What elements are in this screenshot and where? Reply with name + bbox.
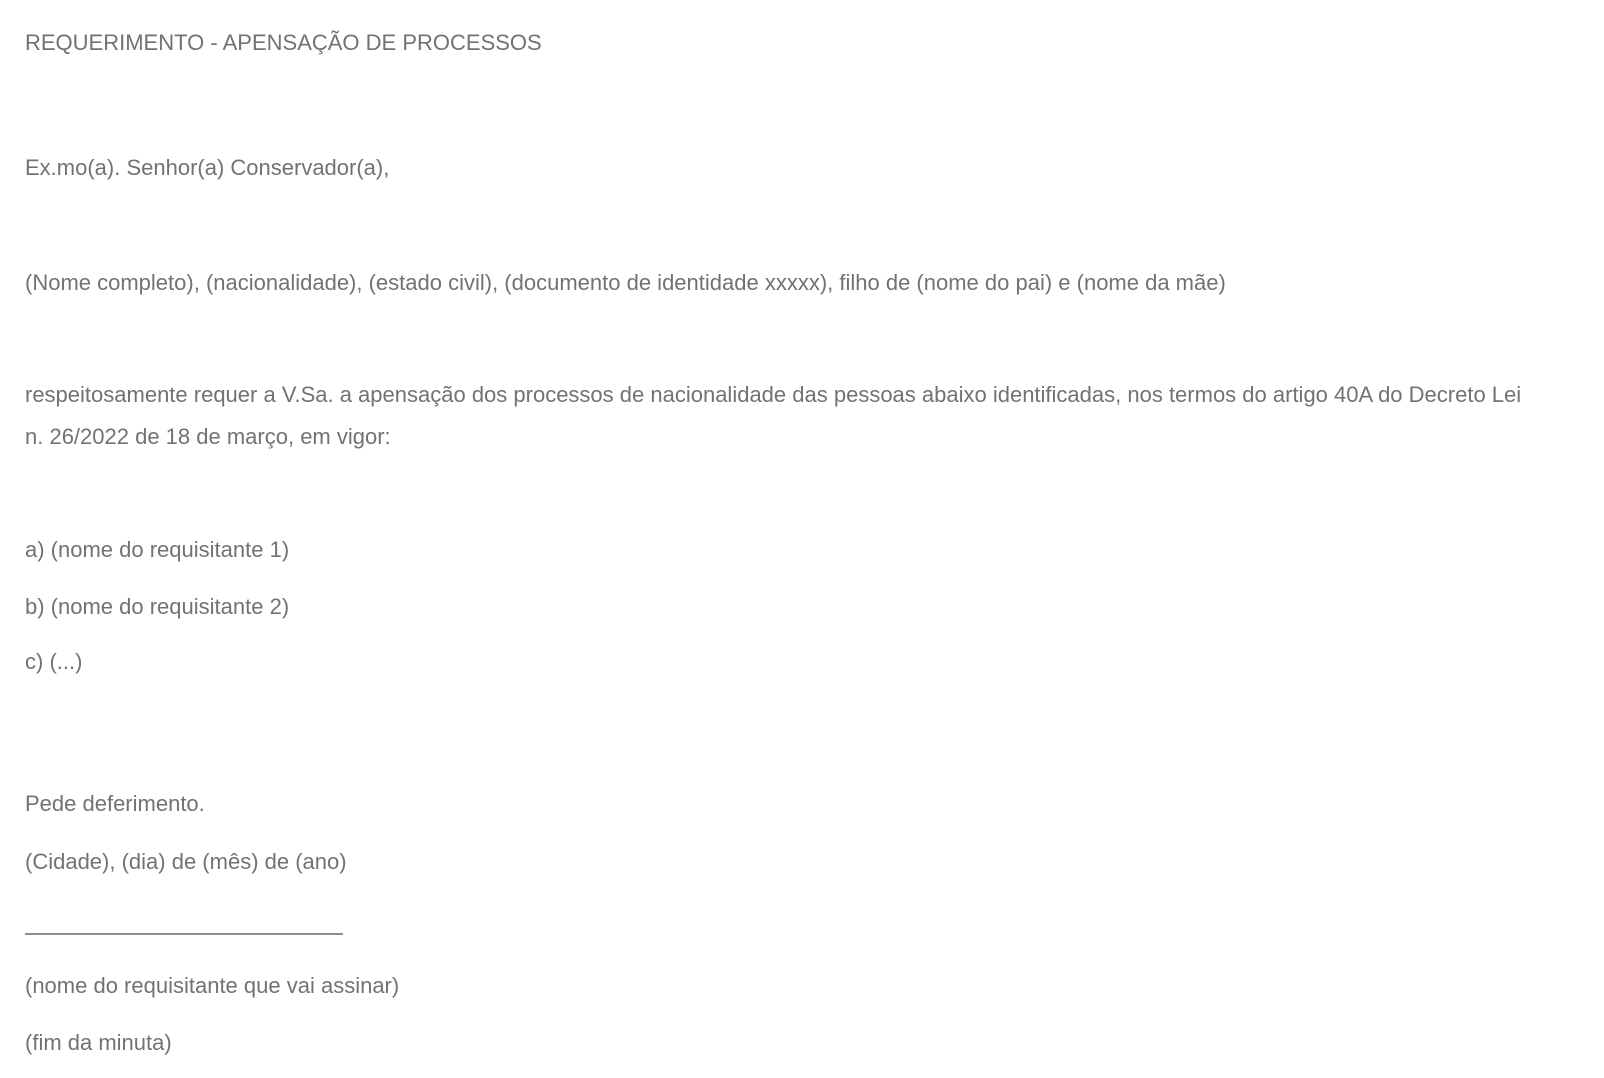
closing-line: Pede deferimento. (25, 791, 205, 816)
requester-list-item-1: a) (nome do requisitante 1) (25, 537, 290, 562)
salutation-line: Ex.mo(a). Senhor(a) Conservador(a), (25, 155, 390, 180)
request-paragraph: respeitosamente requer a V.Sa. a apensação dos processos de nacionalidade das pessoas abaixo identificadas, nos termos do artigo 40A do Decreto Lei n. 26/2022 de 18 de março, em vigor: (25, 382, 1522, 449)
end-of-draft-note: (fim da minuta) (25, 1030, 172, 1055)
document-title: REQUERIMENTO - APENSAÇÃO DE PROCESSOS (25, 30, 542, 55)
signature-name-line: (nome do requisitante que vai assinar) (25, 973, 400, 998)
requester-list-item-2: b) (nome do requisitante 2) (25, 594, 290, 619)
requester-list-item-3: c) (...) (25, 649, 83, 674)
date-placeholder-line: (Cidade), (dia) de (mês) de (ano) (25, 849, 347, 874)
identification-paragraph: (Nome completo), (nacionalidade), (estado civil), (documento de identidade xxxxx), filho de (nome do pai) e (nome da mãe) (25, 270, 1226, 295)
signature-line (25, 933, 343, 935)
